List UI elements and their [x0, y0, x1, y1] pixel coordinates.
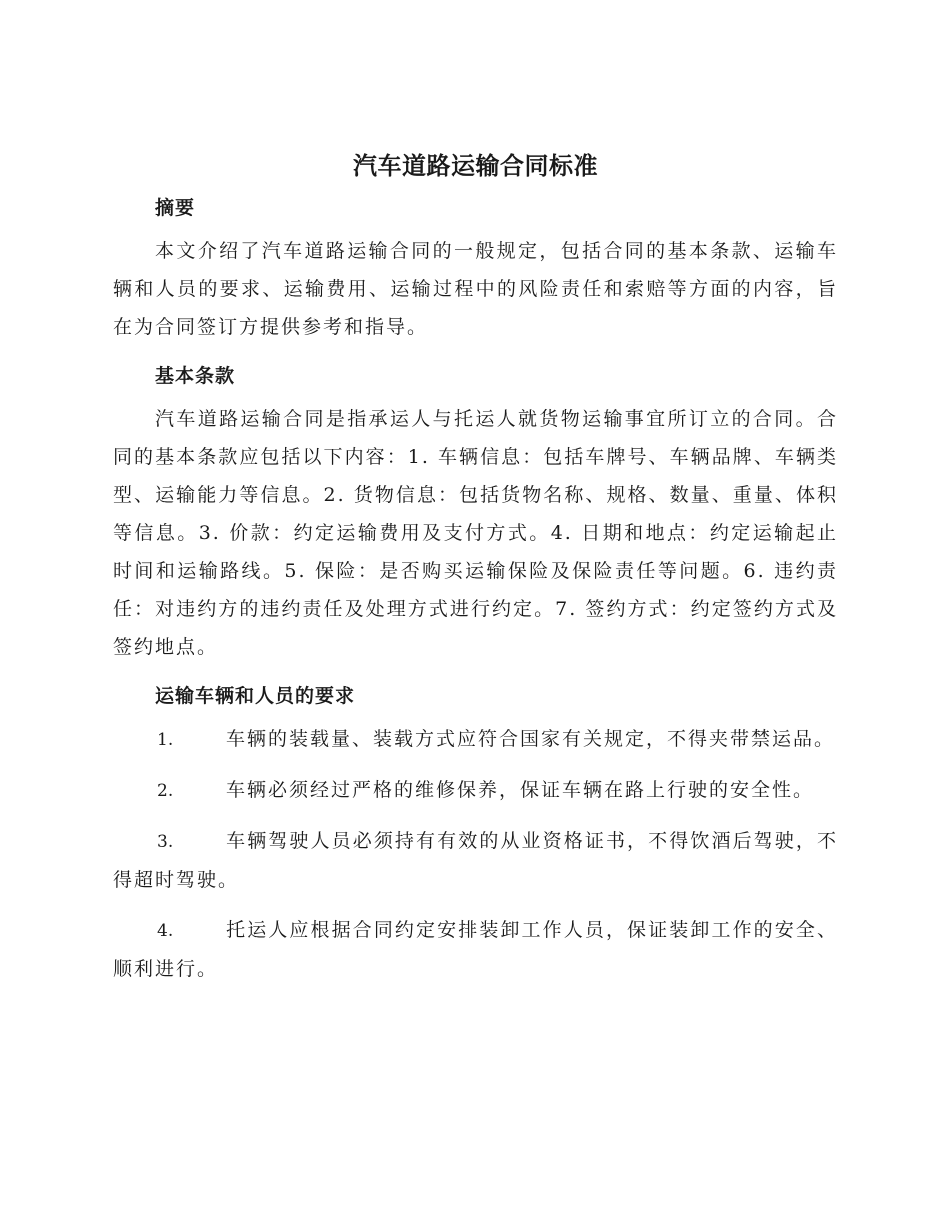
list-item-number: 4. [157, 921, 174, 941]
list-item [113, 822, 838, 899]
list-item-text: 托运人应根据合同约定安排装卸工作人员，保证装卸工作的安全、顺利进行。 [113, 919, 838, 980]
list-item [113, 720, 838, 759]
list-item [113, 911, 838, 988]
basic-terms-paragraph: 汽车道路运输合同是指承运人与托运人就货物运输事宜所订立的合同。合同的基本条款应包括以下内容：1. 车辆信息：包括车牌号、车辆品牌、车辆类型、运输能力等信息。2. 货物信息：包括货物名称、规格、数量、重量、体积等信息。3. 价款：约定运输费用及支付方式。4. 日期和地点：约定运输起止时间和运输路线。5. 保险：是否购买运输保险及保险责任等问题。6. 违约责任：对违约方的违约责任及处理方式进行约定。7. 签约方式：约定签约方式及签约地点。 [113, 408, 838, 658]
requirements-list [113, 720, 838, 988]
list-item-number: 1. [157, 730, 174, 750]
basic-terms-heading: 基本条款 [155, 365, 236, 387]
list-item-number: 3. [157, 832, 174, 852]
list-item-number: 2. [157, 781, 174, 801]
document-title: 汽车道路运输合同标准 [353, 152, 598, 180]
list-item [113, 771, 838, 810]
summary-heading: 摘要 [155, 197, 196, 219]
list-item-text: 车辆驾驶人员必须持有有效的从业资格证书，不得饮酒后驾驶，不得超时驾驶。 [113, 830, 838, 891]
document-page [113, 142, 838, 1000]
list-item-text: 车辆的装载量、装载方式应符合国家有关规定，不得夹带禁运品。 [226, 728, 836, 750]
vehicle-requirements-heading: 运输车辆和人员的要求 [155, 685, 356, 707]
list-item-text: 车辆必须经过严格的维修保养，保证车辆在路上行驶的安全性。 [226, 779, 815, 801]
summary-paragraph: 本文介绍了汽车道路运输合同的一般规定，包括合同的基本条款、运输车辆和人员的要求、运输费用、运输过程中的风险责任和索赔等方面的内容，旨在为合同签订方提供参考和指导。 [113, 240, 838, 338]
